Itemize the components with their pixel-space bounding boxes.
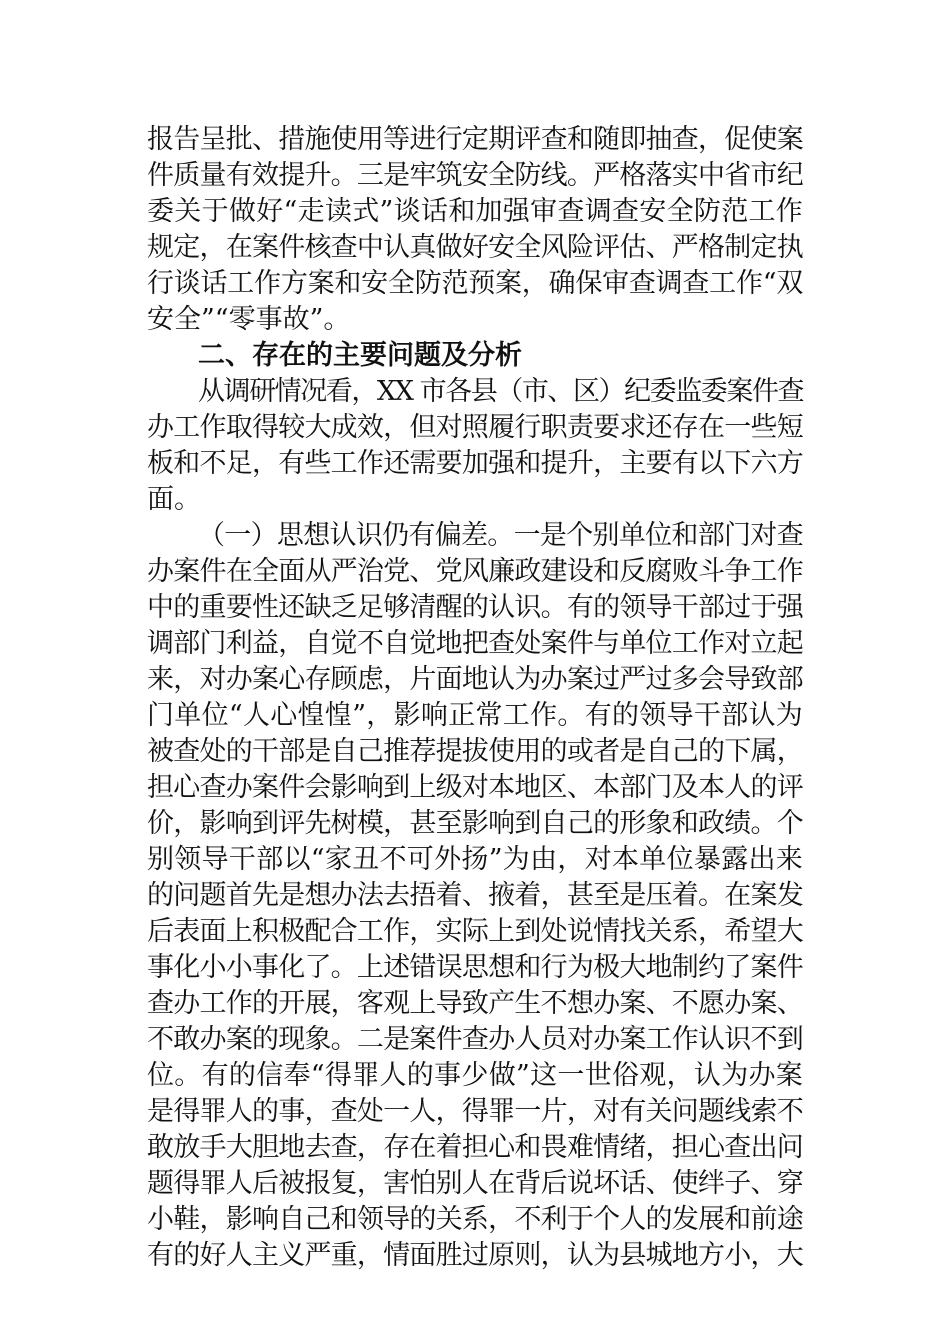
text-line: 担心查办案件会影响到上级对本地区、本部门及本人的评 — [147, 772, 803, 803]
text-line: 中的重要性还缺乏足够清醒的认识。有的领导干部过于强 — [147, 592, 803, 623]
text-line: 是得罪人的事，查处一人，得罪一片，对有关问题线索不 — [147, 1096, 803, 1127]
text-line: 安全”“零事故”。 — [147, 304, 351, 335]
subsection-line: （一）思想认识仍有偏差。一是个别单位和部门对查 — [198, 520, 803, 551]
text-line: 件质量有效提升。三是牢筑安全防线。严格落实中省市纪 — [147, 160, 803, 191]
text-line: 位。有的信奉“得罪人的事少做”这一世俗观，认为办案 — [147, 1060, 804, 1091]
text-line: 的问题首先是想办法去捂着、掖着，甚至是压着。在案发 — [147, 880, 803, 911]
text-line: 板和不足，有些工作还需要加强和提升，主要有以下六方 — [147, 448, 803, 479]
text-line: 行谈话工作方案和安全防范预案，确保审查调查工作“双 — [147, 268, 804, 299]
text-line: 事化小小事化了。上述错误思想和行为极大地制约了案件 — [147, 952, 803, 983]
text-line: 有的好人主义严重，情面胜过原则，认为县城地方小，大 — [147, 1240, 803, 1271]
text-line: 查办工作的开展，客观上导致产生不想办案、不愿办案、 — [147, 988, 803, 1019]
text-line: 报告呈批、措施使用等进行定期评查和随即抽查，促使案 — [147, 124, 803, 155]
text-line: 来，对办案心存顾虑，片面地认为办案过严过多会导致部 — [147, 664, 803, 695]
text-line: 办工作取得较大成效，但对照履行职责要求还存在一些短 — [147, 412, 803, 443]
text-line: 从调研情况看，XX 市各县（市、区）纪委监委案件查 — [198, 376, 804, 407]
text-line: 敢放手大胆地去查，存在着担心和畏难情绪，担心查出问 — [147, 1132, 803, 1163]
text-line: 调部门利益，自觉不自觉地把查处案件与单位工作对立起 — [147, 628, 803, 659]
text-line: 后表面上积极配合工作，实际上到处说情找关系，希望大 — [147, 916, 803, 947]
text-line: 办案件在全面从严治党、党风廉政建设和反腐败斗争工作 — [147, 556, 803, 587]
text-line: 价，影响到评先树模，甚至影响到自己的形象和政绩。个 — [147, 808, 803, 839]
section-heading: 二、存在的主要问题及分析 — [198, 340, 522, 371]
text-line: 面。 — [147, 484, 201, 515]
text-line: 题得罪人后被报复，害怕别人在背后说坏话、使绊子、穿 — [147, 1168, 803, 1199]
text-line: 小鞋，影响自己和领导的关系，不利于个人的发展和前途 — [147, 1204, 803, 1235]
text-line: 门单位“人心惶惶”，影响正常工作。有的领导干部认为 — [147, 700, 804, 731]
text-line: 委关于做好“走读式”谈话和加强审查调查安全防范工作 — [147, 196, 804, 227]
text-line: 规定，在案件核查中认真做好安全风险评估、严格制定执 — [147, 232, 803, 263]
text-line: 不敢办案的现象。二是案件查办人员对办案工作认识不到 — [147, 1024, 803, 1055]
text-line: 别领导干部以“家丑不可外扬”为由，对本单位暴露出来 — [147, 844, 804, 875]
text-line: 被查处的干部是自己推荐提拔使用的或者是自己的下属， — [147, 736, 803, 767]
